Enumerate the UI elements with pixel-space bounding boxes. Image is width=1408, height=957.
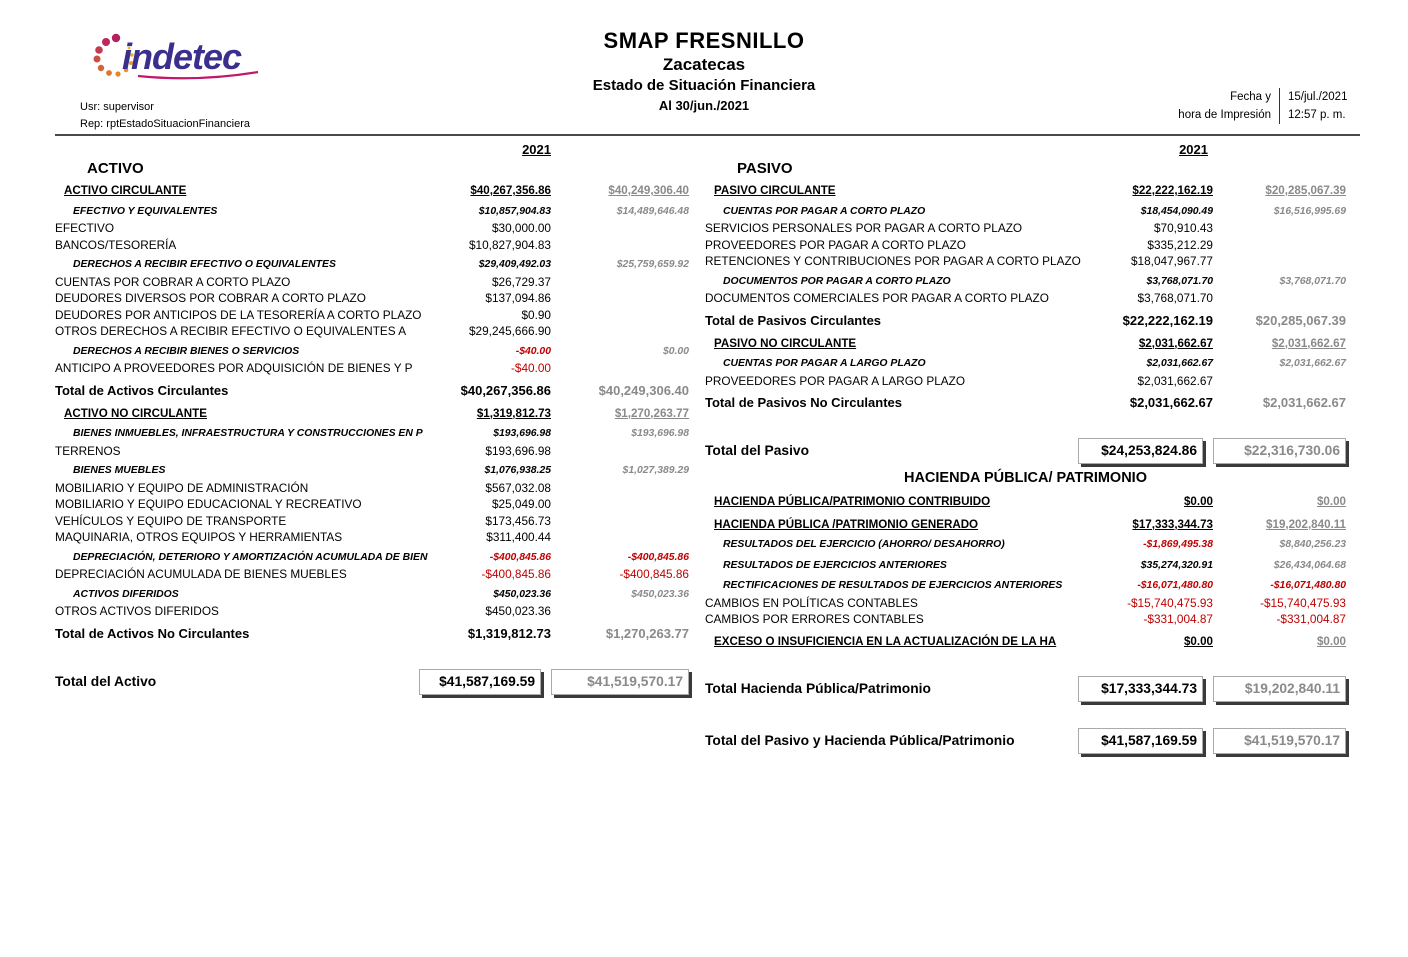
account-label: RESULTADOS DE EJERCICIOS ANTERIORES xyxy=(723,559,947,571)
amount-current-year: $17,333,344.73 xyxy=(1132,517,1213,531)
svg-text:indetec: indetec xyxy=(122,36,242,77)
account-label: DERECHOS A RECIBIR BIENES O SERVICIOS xyxy=(73,345,300,357)
account-label: BIENES INMUEBLES, INFRAESTRUCTURA Y CONSTRUCCIONES EN P xyxy=(73,428,423,439)
account-label: DOCUMENTOS COMERCIALES POR PAGAR A CORTO PLAZO xyxy=(705,291,1049,305)
statement-row xyxy=(55,496,689,513)
amount-prior-year: $20,285,067.39 xyxy=(1255,312,1346,328)
account-label: BANCOS/TESORERÍA xyxy=(55,237,177,252)
statement-row xyxy=(705,220,1346,237)
statement-row xyxy=(55,257,689,274)
statement-row xyxy=(705,311,1346,330)
amount-current-year: $26,729.37 xyxy=(491,274,551,289)
account-label: DERECHOS A RECIBIR EFECTIVO O EQUIVALENTES xyxy=(73,259,336,270)
account-label: PROVEEDORES POR PAGAR A CORTO PLAZO xyxy=(705,237,966,252)
year-label: 2021 xyxy=(522,142,551,157)
report-period: Al 30/jun./2021 xyxy=(658,98,750,113)
account-label: DEUDORES POR ANTICIPOS DE LA TESORERÍA A CORTO PLAZO xyxy=(55,307,422,322)
amount-current-year: -$16,071,480.80 xyxy=(1137,580,1213,591)
account-label: MAQUINARIA, OTROS EQUIPOS Y HERRAMIENTAS xyxy=(55,530,343,544)
statement-row xyxy=(705,356,1346,373)
amount-current-year: $2,031,662.67 xyxy=(1137,373,1213,388)
amount-current-year: $22,222,162.19 xyxy=(1132,184,1213,197)
amount-prior-year: $40,249,306.40 xyxy=(598,382,689,398)
account-label: EXCESO O INSUFICIENCIA EN LA ACTUALIZACIÓN DE LA HA xyxy=(714,634,1057,648)
amount-current-year: $3,768,071.70 xyxy=(1137,291,1213,305)
account-label: PASIVO CIRCULANTE xyxy=(714,184,836,197)
statement-row xyxy=(705,537,1346,554)
account-label: BIENES MUEBLES xyxy=(73,465,166,476)
amount-current-year: $41,587,169.59 xyxy=(419,669,541,695)
account-label: OTROS ACTIVOS DIFERIDOS xyxy=(55,604,219,618)
amount-current-year: $1,319,812.73 xyxy=(476,406,551,420)
amount-current-year: $450,023.36 xyxy=(493,588,551,600)
amount-current-year: $2,031,662.67 xyxy=(1146,358,1213,369)
amount-current-year: $40,267,356.86 xyxy=(460,382,551,398)
org-state: Zacatecas xyxy=(662,55,746,74)
amount-prior-year: $41,519,570.17 xyxy=(1213,728,1346,754)
year-header-row xyxy=(705,142,1346,157)
statement-row xyxy=(55,290,689,307)
amount-current-year: $335,212.29 xyxy=(1147,237,1213,252)
statement-row xyxy=(55,550,689,567)
statement-row xyxy=(55,587,689,604)
amount-current-year: $24,253,824.86 xyxy=(1078,438,1203,464)
amount-current-year: $567,032.08 xyxy=(485,480,551,495)
statement-row xyxy=(55,204,689,221)
account-label: Total del Pasivo y Hacienda Pública/Patrimonio xyxy=(705,733,1015,748)
amount-prior-year: $19,202,840.11 xyxy=(1213,676,1346,702)
statement-row xyxy=(55,426,689,443)
account-label: Total del Activo xyxy=(55,673,157,689)
statement-row xyxy=(705,728,1346,754)
statement-row xyxy=(705,634,1346,651)
amount-prior-year: $22,316,730.06 xyxy=(1213,438,1346,464)
amount-current-year: -$400,845.86 xyxy=(481,567,551,581)
account-label: CUENTAS POR COBRAR A CORTO PLAZO xyxy=(55,274,291,289)
account-label: RECTIFICACIONES DE RESULTADOS DE EJERCICIOS ANTERIORES xyxy=(723,580,1063,591)
account-label: Total de Activos Circulantes xyxy=(55,382,229,398)
activo-column xyxy=(55,142,689,695)
activo-title: ACTIVO xyxy=(87,160,144,177)
amount-current-year: $18,454,090.49 xyxy=(1140,205,1213,217)
amount-prior-year: $26,434,064.68 xyxy=(1273,559,1346,571)
statement-row xyxy=(55,624,689,643)
amount-current-year: $311,400.44 xyxy=(486,530,551,544)
account-label: EFECTIVO xyxy=(55,221,114,235)
report-name: Estado de Situación Financiera xyxy=(592,77,816,94)
print-time-value: 12:57 p. m. xyxy=(1279,106,1358,124)
amount-current-year: $137,094.86 xyxy=(485,291,551,305)
account-label: ANTICIPO A PROVEEDORES POR ADQUISICIÓN DE BIENES Y P xyxy=(55,361,413,375)
statement-row xyxy=(55,220,689,237)
statement-row xyxy=(705,517,1346,534)
statement-row xyxy=(55,566,689,583)
amount-current-year: $193,696.98 xyxy=(493,428,551,439)
account-label: DEPRECIACIÓN ACUMULADA DE BIENES MUEBLES xyxy=(55,567,347,581)
account-label: RETENCIONES Y CONTRIBUCIONES POR PAGAR A CORTO PLAZO xyxy=(705,254,1081,268)
amount-current-year: -$40.00 xyxy=(515,345,551,357)
account-label: PASIVO NO CIRCULANTE xyxy=(714,336,857,350)
account-label: VEHÍCULOS Y EQUIPO DE TRANSPORTE xyxy=(55,513,287,528)
year-label: 2021 xyxy=(1179,142,1208,157)
statement-row xyxy=(705,468,1346,488)
amount-prior-year: $0.00 xyxy=(1316,634,1346,648)
section-title: HACIENDA PÚBLICA/ PATRIMONIO xyxy=(903,470,1147,486)
statement-row xyxy=(55,406,689,423)
amount-current-year: $25,049.00 xyxy=(491,497,551,511)
header-divider xyxy=(55,134,1360,136)
amount-current-year: $29,409,492.03 xyxy=(478,259,551,270)
account-label: MOBILIARIO Y EQUIPO EDUCACIONAL Y RECREATIVO xyxy=(55,497,362,511)
statement-row xyxy=(705,373,1346,390)
print-info xyxy=(1178,88,1358,124)
statement-row xyxy=(705,595,1346,612)
amount-current-year: -$331,004.87 xyxy=(1143,612,1213,626)
account-label: Total de Pasivos No Circulantes xyxy=(705,395,902,410)
account-label: CUENTAS POR PAGAR A LARGO PLAZO xyxy=(723,358,926,369)
account-label: MOBILIARIO Y EQUIPO DE ADMINISTRACIÓN xyxy=(55,480,309,495)
amount-prior-year: $1,270,263.77 xyxy=(614,406,689,420)
amount-current-year: -$40.00 xyxy=(510,361,551,375)
amount-prior-year: -$400,845.86 xyxy=(619,567,689,581)
statement-row xyxy=(705,438,1346,464)
amount-current-year: $10,827,904.83 xyxy=(468,237,551,252)
statement-row xyxy=(55,344,689,361)
account-label: SERVICIOS PERSONALES POR PAGAR A CORTO PLAZO xyxy=(705,221,1023,235)
account-label: Total de Activos No Circulantes xyxy=(55,625,250,641)
account-label: Total del Pasivo xyxy=(705,443,810,458)
account-label: CUENTAS POR PAGAR A CORTO PLAZO xyxy=(723,205,926,217)
statement-row xyxy=(55,669,689,695)
account-label: ACTIVO NO CIRCULANTE xyxy=(64,406,207,420)
amount-prior-year: -$15,740,475.93 xyxy=(1260,595,1346,610)
amount-current-year: $193,696.98 xyxy=(485,443,551,458)
amount-prior-year: $16,516,995.69 xyxy=(1273,205,1346,217)
account-label: HACIENDA PÚBLICA/PATRIMONIO CONTRIBUIDO xyxy=(714,495,991,508)
account-label: CAMBIOS EN POLÍTICAS CONTABLES xyxy=(705,595,918,610)
amount-prior-year: $3,768,071.70 xyxy=(1279,275,1346,287)
amount-current-year: $17,333,344.73 xyxy=(1078,676,1203,702)
statement-row xyxy=(705,393,1346,412)
amount-prior-year: $2,031,662.67 xyxy=(1262,395,1346,410)
amount-current-year: $18,047,967.77 xyxy=(1130,254,1213,268)
amount-current-year: $70,910.43 xyxy=(1153,221,1213,235)
statement-row xyxy=(705,494,1346,511)
account-label: DOCUMENTOS POR PAGAR A CORTO PLAZO xyxy=(723,275,951,287)
amount-prior-year: -$400,845.86 xyxy=(627,551,689,563)
amount-prior-year: -$16,071,480.80 xyxy=(1270,580,1346,591)
org-title: SMAP FRESNILLO xyxy=(603,28,805,53)
pasivo-column xyxy=(705,142,1346,754)
amount-current-year: $1,076,938.25 xyxy=(484,465,551,476)
print-time-label: hora de Impresión xyxy=(1178,109,1271,121)
account-label: DEPRECIACIÓN, DETERIORO Y AMORTIZACIÓN ACUMULADA DE BIEN xyxy=(73,551,428,563)
amount-current-year: $0.00 xyxy=(1183,495,1213,508)
statement-row xyxy=(705,676,1346,702)
print-date-value: 15/jul./2021 xyxy=(1279,88,1358,106)
amount-current-year: $22,222,162.19 xyxy=(1122,312,1213,328)
amount-prior-year: $193,696.98 xyxy=(631,428,689,439)
amount-prior-year: $41,519,570.17 xyxy=(551,669,689,695)
statement-row xyxy=(55,381,689,400)
amount-current-year: $40,267,356.86 xyxy=(470,184,551,197)
amount-current-year: -$15,740,475.93 xyxy=(1127,595,1213,610)
amount-current-year: $29,245,666.90 xyxy=(468,324,551,338)
statement-row xyxy=(55,513,689,530)
account-label: ACTIVOS DIFERIDOS xyxy=(73,588,179,600)
account-label: EFECTIVO Y EQUIVALENTES xyxy=(73,205,218,217)
statement-row xyxy=(55,463,689,480)
amount-prior-year: $25,759,659.92 xyxy=(616,259,689,270)
amount-prior-year: $14,489,646.48 xyxy=(616,205,689,217)
pasivo-title: PASIVO xyxy=(737,160,793,177)
statement-row xyxy=(55,274,689,291)
account-label: Total Hacienda Pública/Patrimonio xyxy=(705,681,931,696)
amount-prior-year: $20,285,067.39 xyxy=(1265,184,1346,197)
amount-prior-year: $0.00 xyxy=(662,345,689,357)
account-label: CAMBIOS POR ERRORES CONTABLES xyxy=(705,612,924,626)
amount-current-year: $2,031,662.67 xyxy=(1138,336,1213,350)
amount-current-year: $10,857,904.83 xyxy=(478,205,551,217)
account-label: HACIENDA PÚBLICA /PATRIMONIO GENERADO xyxy=(714,517,979,531)
amount-prior-year: $450,023.36 xyxy=(631,588,689,600)
amount-prior-year: $8,840,256.23 xyxy=(1279,539,1346,550)
statement-row xyxy=(705,558,1346,575)
amount-current-year: $1,319,812.73 xyxy=(467,625,551,641)
statement-row xyxy=(705,336,1346,353)
statement-row xyxy=(705,253,1346,270)
amount-current-year: $41,587,169.59 xyxy=(1078,728,1203,754)
amount-prior-year: $19,202,840.11 xyxy=(1266,517,1346,531)
amount-current-year: -$400,845.86 xyxy=(489,551,551,563)
amount-prior-year: $40,249,306.40 xyxy=(608,184,689,197)
amount-prior-year: $2,031,662.67 xyxy=(1271,336,1346,350)
year-header-row xyxy=(55,142,689,157)
amount-current-year: $173,456.73 xyxy=(485,513,551,528)
amount-prior-year: -$331,004.87 xyxy=(1276,612,1346,626)
amount-prior-year: $1,270,263.77 xyxy=(605,625,689,641)
amount-prior-year: $0.00 xyxy=(1316,495,1346,508)
activo-rows xyxy=(55,183,689,695)
statement-row xyxy=(705,237,1346,254)
amount-current-year: $2,031,662.67 xyxy=(1129,395,1213,410)
statement-row xyxy=(55,183,689,200)
statement-row xyxy=(705,578,1346,595)
amount-prior-year: $2,031,662.67 xyxy=(1279,358,1346,369)
statement-row xyxy=(55,360,689,377)
account-label: OTROS DERECHOS A RECIBIR EFECTIVO O EQUIVALENTES A xyxy=(55,324,407,338)
statement-row xyxy=(55,323,689,340)
statement-row xyxy=(705,290,1346,307)
account-label: DEUDORES DIVERSOS POR COBRAR A CORTO PLAZO xyxy=(55,291,366,305)
report-id-label: Rep: rptEstadoSituacionFinanciera xyxy=(80,118,250,130)
amount-current-year: $35,274,320.91 xyxy=(1140,559,1213,571)
amount-current-year: $450,023.36 xyxy=(485,604,551,618)
statement-row xyxy=(55,237,689,254)
statement-row xyxy=(55,529,689,546)
account-label: PROVEEDORES POR PAGAR A LARGO PLAZO xyxy=(705,373,966,388)
account-label: TERRENOS xyxy=(55,443,121,458)
account-label: ACTIVO CIRCULANTE xyxy=(64,184,187,197)
statement-row xyxy=(705,204,1346,221)
account-label: Total de Pasivos Circulantes xyxy=(705,312,882,328)
amount-prior-year: $1,027,389.29 xyxy=(622,465,689,476)
amount-current-year: $30,000.00 xyxy=(491,221,551,235)
amount-current-year: $0.00 xyxy=(1183,634,1213,648)
amount-current-year: $3,768,071.70 xyxy=(1146,275,1213,287)
statement-row xyxy=(705,611,1346,628)
print-date-label: Fecha y xyxy=(1230,91,1271,103)
amount-current-year: $0.90 xyxy=(521,307,551,322)
statement-row xyxy=(55,480,689,497)
statement-row xyxy=(705,274,1346,291)
account-label: RESULTADOS DEL EJERCICIO (AHORRO/ DESAHORRO) xyxy=(723,539,1005,550)
user-label: Usr: supervisor xyxy=(80,101,154,113)
statement-row xyxy=(55,443,689,460)
pasivo-rows xyxy=(705,183,1346,754)
statement-row xyxy=(705,183,1346,200)
statement-row xyxy=(55,307,689,324)
statement-row xyxy=(55,603,689,620)
amount-current-year: -$1,869,495.38 xyxy=(1143,539,1213,550)
